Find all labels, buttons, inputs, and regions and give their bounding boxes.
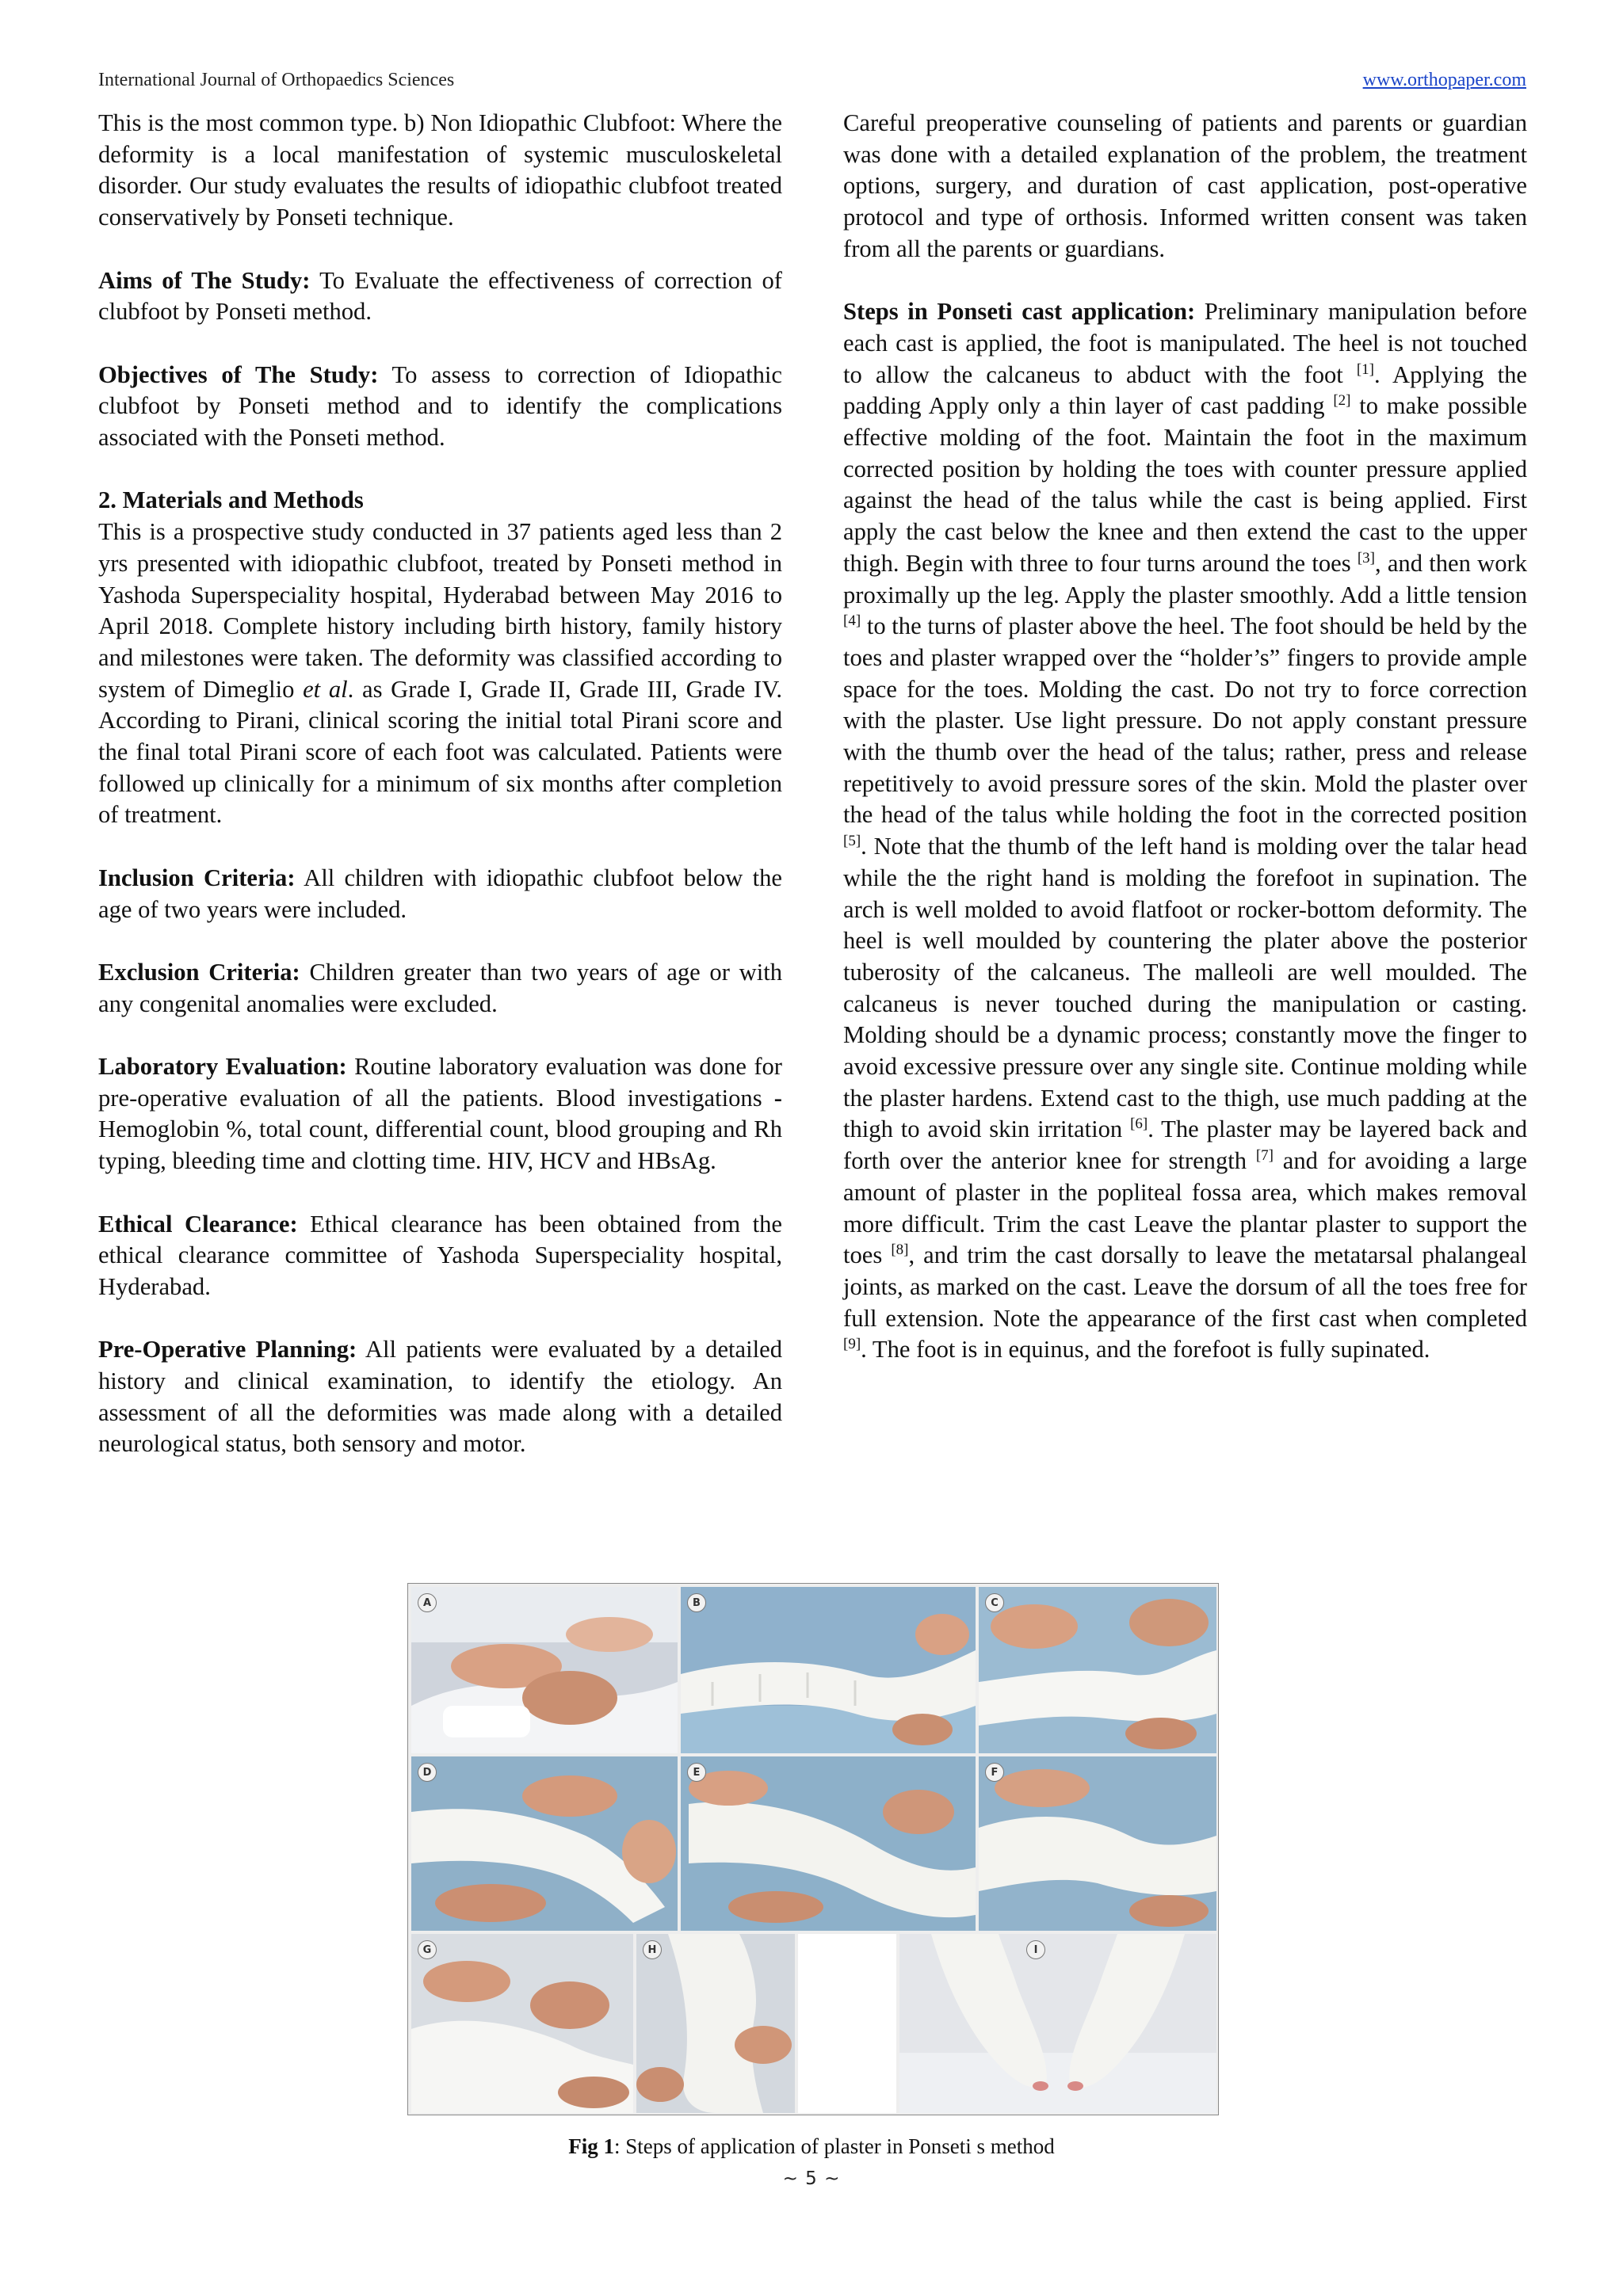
aims-text: To Evaluate the effectiveness of correction of clubfoot by Ponseti method. bbox=[98, 266, 782, 326]
photo-panel-h bbox=[636, 1934, 795, 2113]
running-header bbox=[98, 68, 1526, 92]
methods-text-2: . as Grade I, Grade II, Grade III, Grade IV. According to Pirani, clinical scoring the initial total Pirani score and the final total Pirani score of each foot was calculated. Patients were followed up clinically for a minimum of six months after completion of treatment. bbox=[98, 675, 782, 829]
journal-name: International Journal of Orthopaedics Sciences bbox=[98, 70, 455, 90]
citation-4: [4] bbox=[843, 612, 861, 630]
preop-text: All patients were evaluated by a detailed history and clinical examination, to identify the etiology. An assessment of all the deformities was made along with a detailed neurological status, both sensory and motor. bbox=[98, 1336, 782, 1458]
photo-a-image bbox=[411, 1587, 678, 1753]
section-heading-materials-methods: 2. Materials and Methods bbox=[98, 486, 364, 514]
panel-label-c: C bbox=[985, 1593, 1004, 1612]
exclusion-label: Exclusion Criteria: bbox=[98, 958, 300, 986]
figure-casting-steps bbox=[407, 1583, 1219, 2115]
objectives-paragraph bbox=[98, 360, 782, 454]
panel-label-e: E bbox=[687, 1763, 706, 1782]
steps-text-8: and for avoiding a large amount of plaster in the popliteal fossa area, which makes removal more difficult. Trim the cast Leave the plantar plaster to support the toes bbox=[843, 1147, 1527, 1269]
steps-text-6: . Note that the thumb of the left hand is molding over the talar head while the the right hand is molding the forefoot in supination. The arch is well molded to avoid flatfoot or rocker-bottom deformity. The heel is well moulded by countering the plater above the posterior tuberosity of the calcaneus. The malleoli are well moulded. The calcaneus is never touched during the manipulation or casting. Molding should be a dynamic process; constantly move the finger to avoid excessive pressure over any single site. Continue molding while the plaster hardens. Extend cast to the thigh, use much padding at the thigh to avoid skin irritation bbox=[843, 833, 1527, 1143]
steps-text-5: to the turns of plaster above the heel. The foot should be held by the toes and plaster wrapped over the “holder’s” fingers to provide ample space for the toes. Molding the cast. Do not try to force correction with the plaster. Use light pressure. Do not apply constant pressure with the thumb over the head of the talus; rather, press and release repetitively to avoid pressure sores of the skin. Mold the plaster over the head of the talus while holding the foot in the corrected position bbox=[843, 612, 1527, 829]
photo-d-image bbox=[411, 1756, 678, 1931]
laboratory-text-b: Hemoglobin %, total count, differential count, blood grouping and Rh typing, bleeding time and clotting time. HIV, HCV and HBsAg. bbox=[98, 1116, 782, 1175]
steps-text-3: to make possible effective molding of the foot. Maintain the foot in the maximum corrected position by holding the toes with counter pressure applied against the head of the talus while the cast is being applied. First apply the cast below the knee and then extend the cast to the upper thigh. Begin with three to four turns around the toes bbox=[843, 392, 1528, 577]
citation-1: [1] bbox=[1356, 360, 1374, 378]
panel-label-i: I bbox=[1026, 1940, 1045, 1959]
citation-2: [2] bbox=[1333, 392, 1351, 410]
photo-panel-a bbox=[411, 1587, 678, 1753]
panel-label-f: F bbox=[985, 1763, 1004, 1782]
objectives-text: To assess to correction of Idiopathic clubfoot by Ponseti method and to identify the complications associated with the Ponseti method. bbox=[98, 360, 782, 451]
exclusion-text: Children greater than two years of age or with any congenital anomalies were excluded. bbox=[98, 958, 782, 1017]
left-column bbox=[98, 108, 782, 1460]
citation-7: [7] bbox=[1255, 1147, 1274, 1165]
objectives-label: Objectives of The Study: bbox=[98, 360, 379, 388]
photo-i-image bbox=[899, 1934, 1216, 2113]
figure-caption-text: : Steps of application of plaster in Ponseti s method bbox=[614, 2134, 1055, 2158]
ethical-paragraph bbox=[98, 1209, 782, 1303]
methods-paragraph bbox=[98, 517, 782, 831]
preop-label: Pre-Operative Planning: bbox=[98, 1336, 357, 1363]
steps-text-2: . Applying the padding Apply only a thin layer of cast padding bbox=[843, 360, 1528, 420]
figure-caption bbox=[0, 2133, 1623, 2160]
photo-panel-b bbox=[681, 1587, 976, 1753]
photo-panel-d bbox=[411, 1756, 678, 1931]
citation-9: [9] bbox=[843, 1336, 861, 1353]
photo-e-image bbox=[681, 1756, 976, 1931]
photo-b-image bbox=[681, 1587, 976, 1753]
photo-panel-blank bbox=[798, 1934, 896, 2113]
journal-website-link[interactable]: www.orthopaper.com bbox=[1362, 70, 1526, 90]
photo-panel-f bbox=[979, 1756, 1216, 1931]
steps-paragraph bbox=[843, 296, 1527, 1366]
panel-label-g: G bbox=[418, 1940, 437, 1959]
counseling-paragraph: Careful preoperative counseling of patients and parents or guardian was done with a detailed explanation of the problem, the treatment options, surgery, and duration of cast application, post-operative protocol and type of orthosis. Informed written consent was taken from all the parents or guardians. bbox=[843, 109, 1527, 262]
steps-text-9: , and trim the cast dorsally to leave the metatarsal phalangeal joints, as marked on the cast. Leave the dorsum of all the toes free for full extension. Note the appearance of the first cast when completed bbox=[843, 1241, 1527, 1332]
photo-h-image bbox=[636, 1934, 795, 2113]
preop-paragraph bbox=[98, 1334, 782, 1460]
photo-panel-g bbox=[411, 1934, 633, 2113]
ethical-text: Ethical clearance has been obtained from the ethical clearance committee of Yashoda Superspeciality hospital, Hyderabad. bbox=[98, 1210, 782, 1300]
citation-8: [8] bbox=[891, 1241, 909, 1259]
page-number: ~ 5 ~ bbox=[782, 2168, 841, 2189]
steps-text-1: Preliminary manipulation before each cast is applied, the foot is manipulated. The heel is not touched to allow the calcaneus to abduct with the foot bbox=[843, 298, 1528, 388]
inclusion-text: All children with idiopathic clubfoot below the age of two years were included. bbox=[98, 864, 783, 923]
inclusion-paragraph bbox=[98, 863, 782, 925]
steps-text-7: . The plaster may be layered back and forth over the anterior knee for strength bbox=[843, 1116, 1527, 1175]
laboratory-label: Laboratory Evaluation: bbox=[98, 1053, 347, 1080]
citation-6: [6] bbox=[1130, 1116, 1148, 1133]
figure-caption-label: Fig 1 bbox=[568, 2134, 615, 2158]
methods-text-1: This is a prospective study conducted in 37 patients aged less than 2 yrs presented with idiopathic clubfoot, treated by Ponseti method in Yashoda Superspeciality hospital, Hyderabad between May 2016 to April 2018. Complete history including birth history, family history and milestones were taken. The deformity was classified according to system of Dimeglio bbox=[98, 518, 782, 703]
photo-f-image bbox=[979, 1756, 1216, 1931]
panel-label-b: B bbox=[687, 1593, 706, 1612]
panel-label-a: A bbox=[418, 1593, 437, 1612]
citation-3: [3] bbox=[1357, 549, 1375, 566]
aims-label: Aims of The Study: bbox=[98, 266, 311, 294]
photo-panel-i bbox=[899, 1934, 1216, 2113]
photo-panel-e bbox=[681, 1756, 976, 1931]
steps-text-10: . The foot is in equinus, and the forefoot is fully supinated. bbox=[861, 1336, 1430, 1363]
ethical-label: Ethical Clearance: bbox=[98, 1210, 298, 1238]
aims-paragraph bbox=[98, 265, 782, 328]
laboratory-paragraph bbox=[98, 1051, 782, 1177]
inclusion-label: Inclusion Criteria: bbox=[98, 864, 296, 891]
photo-c-image bbox=[979, 1587, 1216, 1753]
citation-5: [5] bbox=[843, 833, 861, 850]
panel-label-d: D bbox=[418, 1763, 437, 1782]
exclusion-paragraph bbox=[98, 957, 782, 1020]
laboratory-dash: - bbox=[773, 1084, 782, 1112]
steps-text-4: , and then work proximally up the leg. Apply the plaster smoothly. Add a little tension bbox=[843, 549, 1527, 608]
right-column bbox=[843, 108, 1527, 1366]
photo-g-image bbox=[411, 1934, 633, 2113]
panel-label-h: H bbox=[643, 1940, 662, 1959]
steps-label: Steps in Ponseti cast application: bbox=[843, 298, 1196, 326]
laboratory-text-a: Routine laboratory evaluation was done for pre-operative evaluation of all the patients. Blood investigations bbox=[98, 1053, 782, 1112]
intro-paragraph: This is the most common type. b) Non Idiopathic Clubfoot: Where the deformity is a local manifestation of systemic musculoskeletal disorder. Our study evaluates the results of idiopathic clubfoot treated conservatively by Ponseti technique. bbox=[98, 109, 782, 231]
methods-et-al: et al bbox=[303, 675, 348, 703]
photo-panel-c bbox=[979, 1587, 1216, 1753]
